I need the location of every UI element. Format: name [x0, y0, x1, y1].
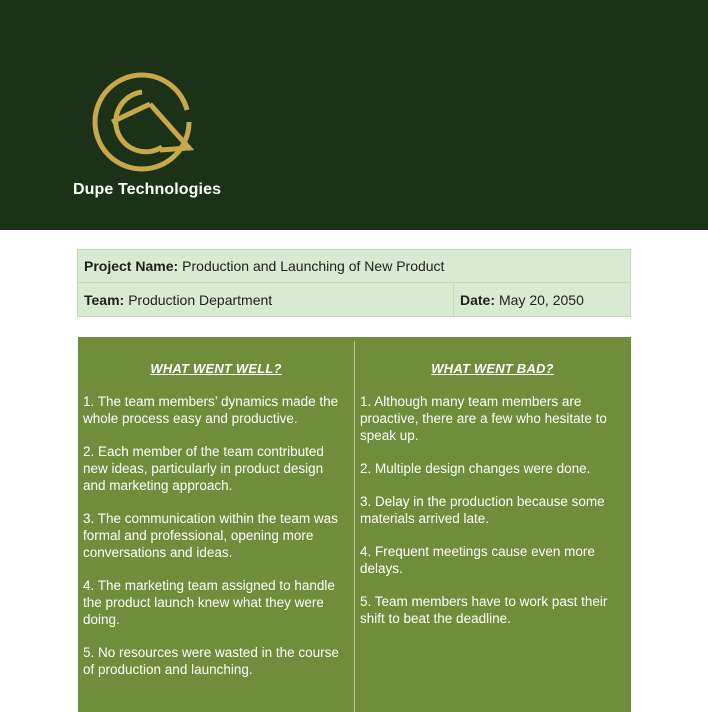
- went-bad-title: WHAT WENT BAD?: [431, 361, 554, 376]
- list-item: 4. The marketing team assigned to handle the product launch knew what they were doing.: [83, 578, 335, 627]
- list-item: 2. Multiple design changes were done.: [360, 461, 591, 476]
- date-label: Date:: [460, 291, 496, 308]
- project-row: [78, 250, 630, 283]
- list-item: 1. Although many team members are proactive, there are a few who hesitate to speak up.: [360, 394, 607, 443]
- went-bad-list: [360, 393, 625, 643]
- project-info-table: [77, 249, 631, 317]
- went-well-title: WHAT WENT WELL?: [150, 361, 282, 376]
- company-name: Dupe Technologies: [73, 181, 222, 198]
- column-divider: [354, 341, 355, 712]
- retrospective-panel: [78, 337, 631, 712]
- list-item: 2. Each member of the team contributed new ideas, particularly in product design and marketing approach.: [83, 444, 324, 493]
- header-banner: [0, 0, 708, 230]
- date-cell: [453, 283, 630, 316]
- list-item: 3. The communication within the team was formal and professional, opening more conversations and ideas.: [83, 511, 338, 560]
- list-item: 1. The team members’ dynamics made the whole process easy and productive.: [83, 394, 339, 426]
- went-well-list: [83, 393, 349, 694]
- list-item: 5. Team members have to work past their shift to beat the deadline.: [360, 594, 608, 626]
- project-cell: [84, 250, 444, 282]
- team-cell: [84, 283, 272, 316]
- project-label: Project Name:: [84, 258, 179, 274]
- list-item: 4. Frequent meetings cause even more delays.: [360, 544, 595, 576]
- list-item: 3. Delay in the production because some materials arrived late.: [360, 494, 605, 526]
- team-value: Production Department: [128, 291, 273, 308]
- project-value: Production and Launching of New Product: [182, 258, 445, 274]
- company-logo-icon: [90, 70, 194, 174]
- list-item: 5. No resources were wasted in the course of production and launching.: [83, 645, 339, 677]
- team-date-row: [78, 283, 630, 316]
- team-label: Team:: [84, 291, 125, 308]
- date-value: May 20, 2050: [499, 291, 584, 308]
